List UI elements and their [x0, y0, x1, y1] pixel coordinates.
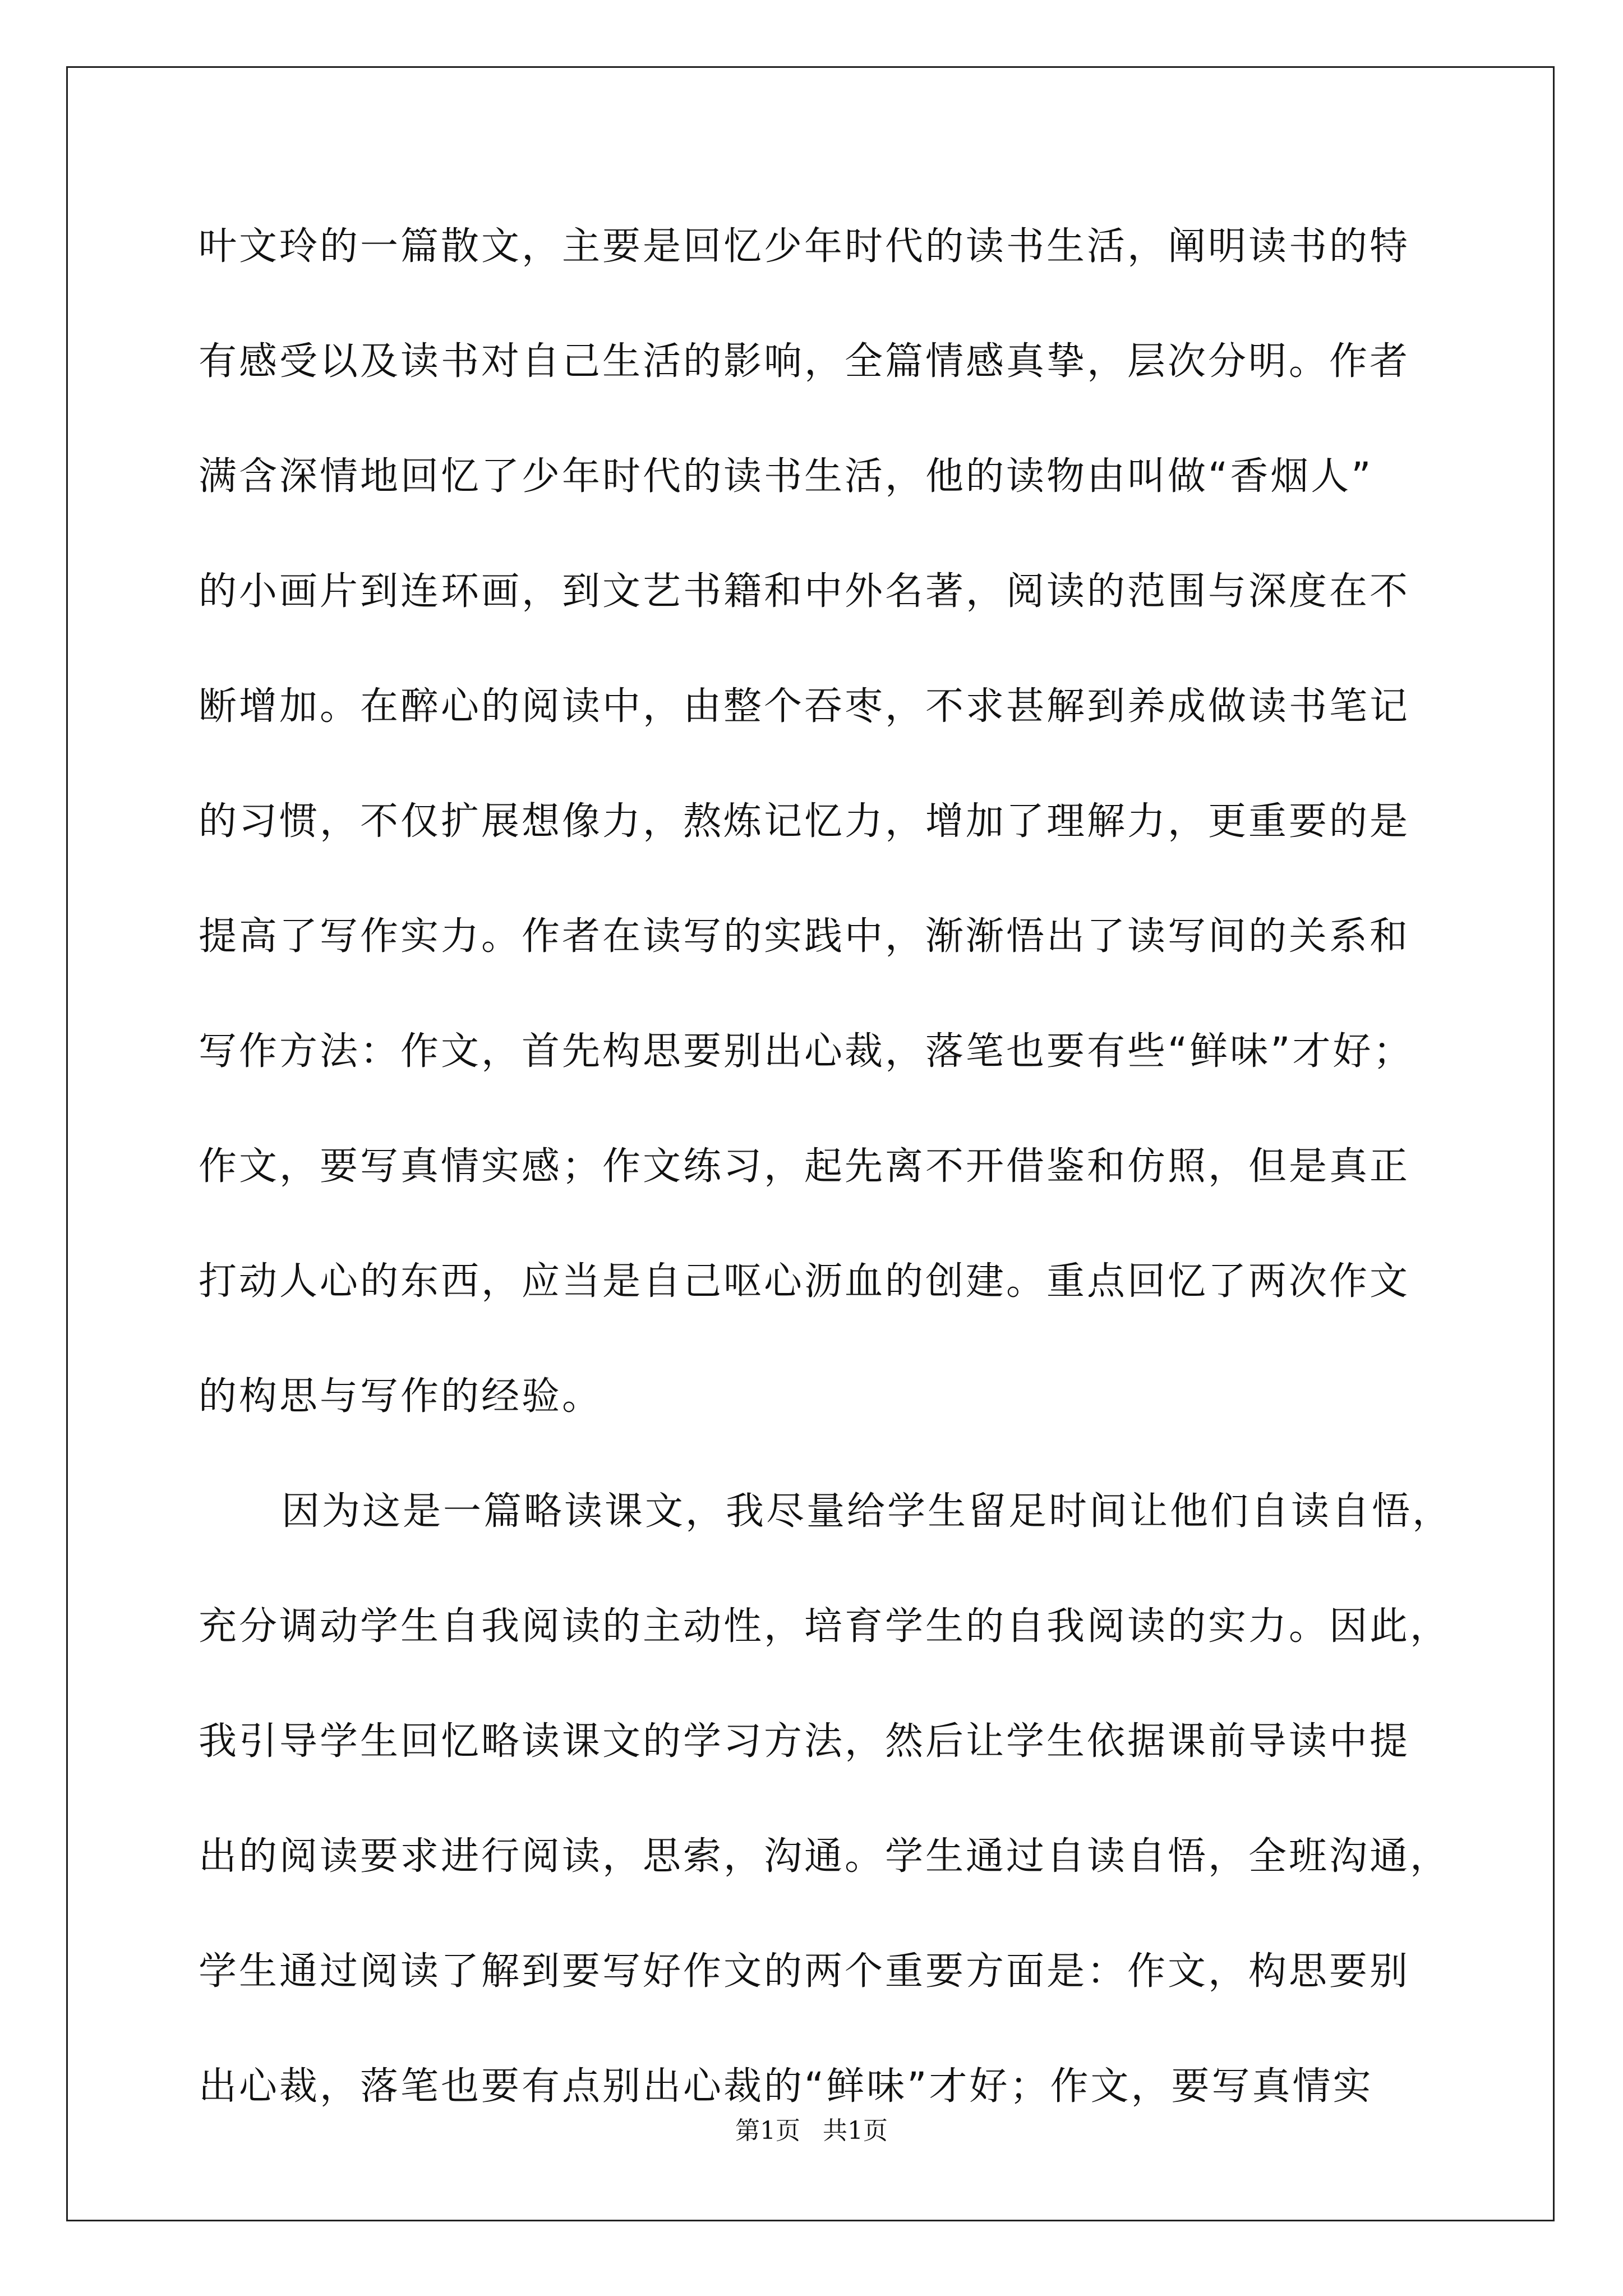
- text-line: 出的阅读要求进行阅读，思索，沟通。学生通过自读自悟，全班沟通，: [199, 1834, 1451, 1879]
- text-line: 叶文玲的一篇散文，主要是回忆少年时代的读书生活，阐明读书的特: [199, 224, 1410, 269]
- text-line: 的习惯，不仅扩展想像力，熬炼记忆力，增加了理解力，更重要的是: [199, 799, 1410, 844]
- text-line: 作文，要写真情实感；作文练习，起先离不开借鉴和仿照，但是真正: [199, 1144, 1410, 1189]
- text-line: 写作方法：作文，首先构思要别出心裁，落笔也要有些“鲜味”才好；: [199, 1029, 1414, 1074]
- text-line: 断增加。在醉心的阅读中，由整个吞枣，不求甚解到养成做读书笔记: [199, 684, 1410, 729]
- text-line: 我引导学生回忆略读课文的学习方法，然后让学生依据课前导读中提: [199, 1719, 1410, 1764]
- text-line: 学生通过阅读了解到要写好作文的两个重要方面是：作文，构思要别: [199, 1949, 1410, 1994]
- text-line: 满含深情地回忆了少年时代的读书生活，他的读物由叫做“香烟人”: [199, 454, 1373, 499]
- text-line: 的构思与写作的经验。: [199, 1374, 603, 1419]
- paragraph-first-line: 因为这是一篇略读课文，我尽量给学生留足时间让他们自读自悟，: [282, 1489, 1453, 1534]
- text-line: 的小画片到连环画，到文艺书籍和中外名著，阅读的范围与深度在不: [199, 569, 1410, 614]
- text-line: 有感受以及读书对自己生活的影响，全篇情感真挚，层次分明。作者: [199, 339, 1410, 384]
- page-total: 共1页: [823, 2116, 888, 2145]
- document-body: [199, 213, 1453, 2168]
- text-line: 出心裁，落笔也要有点别出心裁的“鲜味”才好；作文，要写真情实: [199, 2064, 1373, 2109]
- text-line: 提高了写作实力。作者在读写的实践中，渐渐悟出了读写间的关系和: [199, 914, 1410, 959]
- page-footer: [0, 2110, 1623, 2146]
- text-line: 充分调动学生自我阅读的主动性，培育学生的自我阅读的实力。因此，: [199, 1604, 1451, 1649]
- page-number: 第1页: [735, 2116, 800, 2145]
- text-line: 打动人心的东西，应当是自己呕心沥血的创建。重点回忆了两次作文: [199, 1259, 1410, 1304]
